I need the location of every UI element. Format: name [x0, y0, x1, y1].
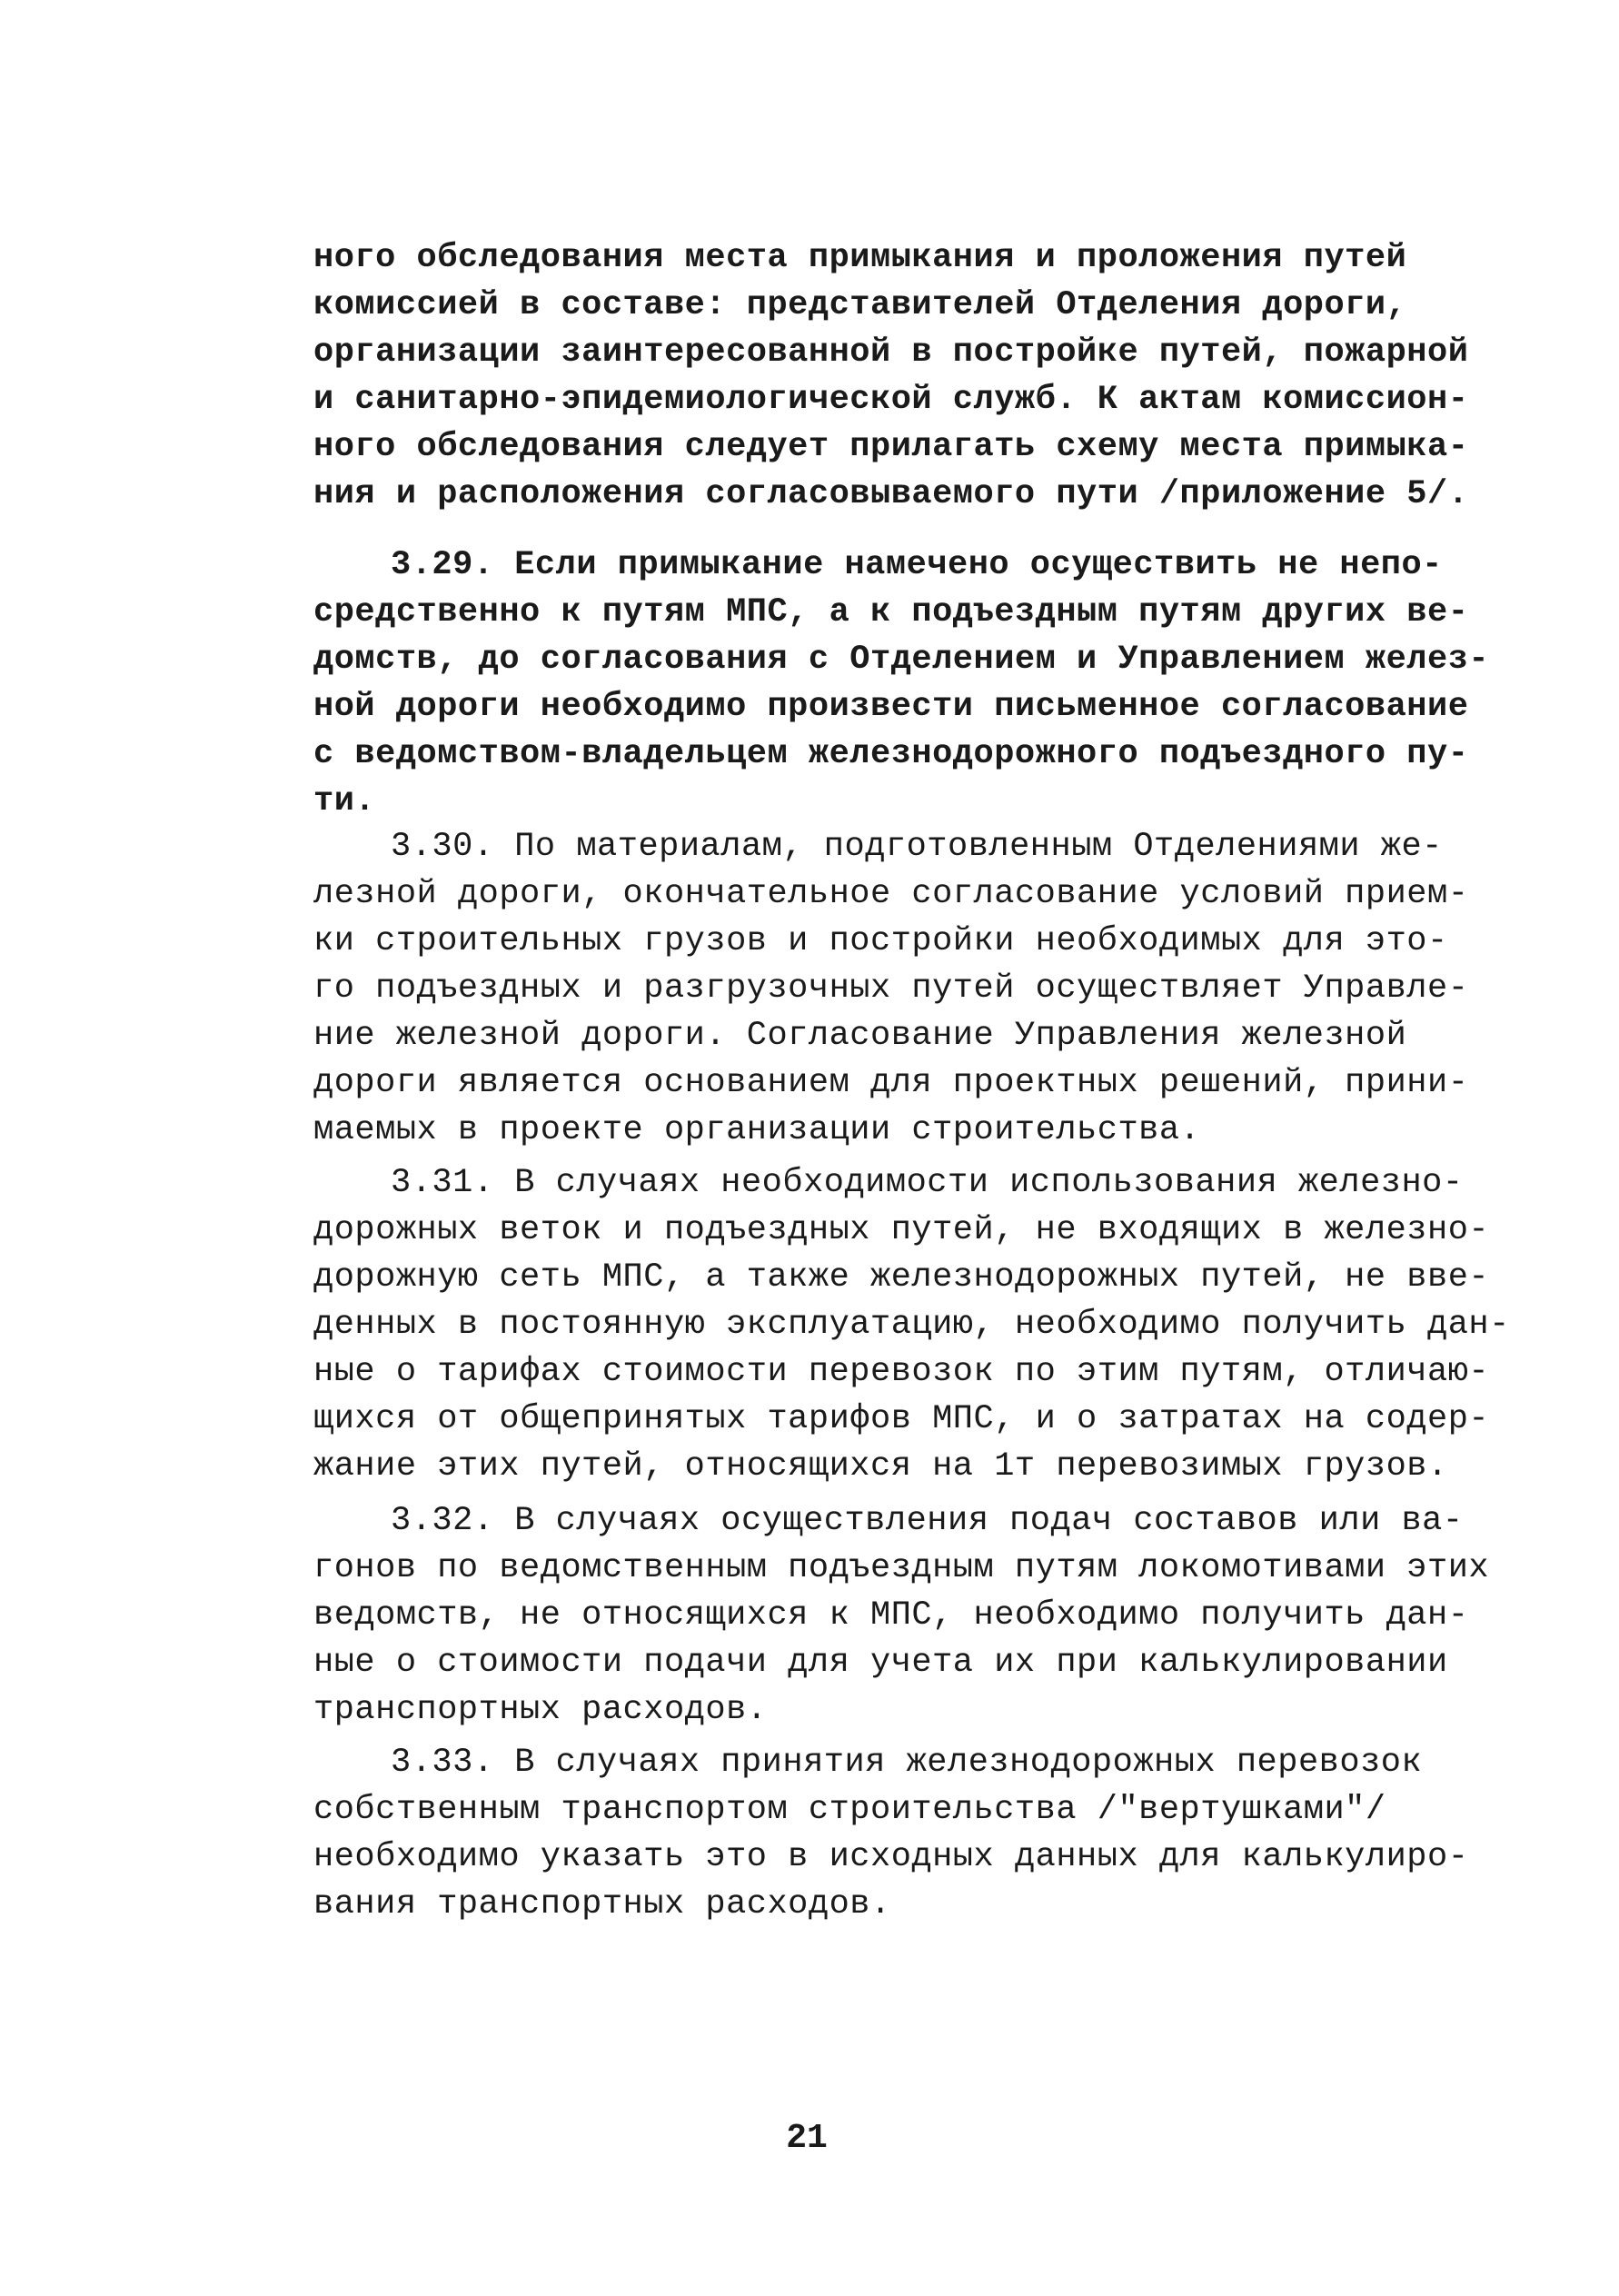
- text-line: и санитарно-эпидемиологической служб. К актам комиссион-: [313, 381, 1469, 419]
- text-line: организации заинтересованной в постройке путей, пожарной: [313, 333, 1469, 372]
- text-line: ки строительных грузов и постройки необходимых для это-: [313, 922, 1448, 960]
- paragraph-3-33: [313, 1739, 1469, 1928]
- text-line: дорожную сеть МПС, а также железнодорожных путей, не вве-: [313, 1258, 1490, 1297]
- page-number: 21: [786, 2119, 828, 2158]
- text-line: комиссией в составе: представителей Отделения дороги,: [313, 286, 1407, 324]
- text-line: собственным транспортом строительства /"вертушками"/: [313, 1791, 1386, 1829]
- paragraph-3-32: [313, 1497, 1490, 1734]
- paragraph-3-31: [313, 1159, 1510, 1490]
- text-line: средственно к путям МПС, а к подъездным путям других ве-: [313, 593, 1469, 631]
- text-line: вания транспортных расходов.: [313, 1885, 891, 1923]
- text-line: с ведомством-владельцем железнодорожного подъездного пу-: [313, 735, 1469, 773]
- text-line: маемых в проекте организации строительства.: [313, 1111, 1201, 1149]
- text-line: гонов по ведомственным подъездным путям локомотивами этих: [313, 1549, 1490, 1587]
- text-line: ного обследования места примыкания и проложения путей: [313, 239, 1407, 277]
- text-line: 3.29. Если примыкание намечено осуществить не непо-: [391, 546, 1443, 584]
- text-line: дорожных веток и подъездных путей, не входящих в железно-: [313, 1211, 1490, 1249]
- text-line: ного обследования следует прилагать схему места примыка-: [313, 428, 1469, 466]
- text-line: домств, до согласования с Отделением и Управлением желез-: [313, 641, 1490, 679]
- paragraph-3-29: [313, 542, 1490, 825]
- text-line: транспортных расходов.: [313, 1691, 768, 1729]
- text-line: ные о тарифах стоимости перевозок по этим путям, отличаю-: [313, 1353, 1490, 1391]
- text-line: необходимо указать это в исходных данных для калькулиро-: [313, 1838, 1469, 1876]
- text-line: 3.30. По материалам, подготовленным Отделениями же-: [391, 828, 1443, 866]
- text-line: го подъездных и разгрузочных путей осуществляет Управле-: [313, 969, 1469, 1008]
- text-line: 3.33. В случаях принятия железнодорожных перевозок: [391, 1744, 1423, 1782]
- text-line: лезной дороги, окончательное согласование условий прием-: [313, 875, 1469, 913]
- text-line: ния и расположения согласовываемого пути /приложение 5/.: [313, 475, 1469, 513]
- text-line: щихся от общепринятых тарифов МПС, и о затратах на содер-: [313, 1400, 1490, 1438]
- text-line: ние железной дороги. Согласование Управления железной: [313, 1017, 1407, 1055]
- text-line: 3.32. В случаях осуществления подач составов или ва-: [391, 1502, 1464, 1540]
- text-line: 3.31. В случаях необходимости использования железно-: [391, 1164, 1464, 1202]
- text-line: денных в постоянную эксплуатацию, необходимо получить дан-: [313, 1306, 1510, 1344]
- text-line: ной дороги необходимо произвести письменное согласование: [313, 688, 1469, 726]
- text-line: ведомств, не относящихся к МПС, необходимо получить дан-: [313, 1596, 1469, 1635]
- text-line: жание этих путей, относящихся на 1т перевозимых грузов.: [313, 1447, 1448, 1486]
- text-line: ти.: [313, 782, 376, 820]
- paragraph-3-30: [313, 823, 1469, 1154]
- paragraph-continuation: [313, 234, 1469, 518]
- text-line: ные о стоимости подачи для учета их при калькулировании: [313, 1644, 1448, 1682]
- text-line: дороги является основанием для проектных решений, прини-: [313, 1064, 1469, 1102]
